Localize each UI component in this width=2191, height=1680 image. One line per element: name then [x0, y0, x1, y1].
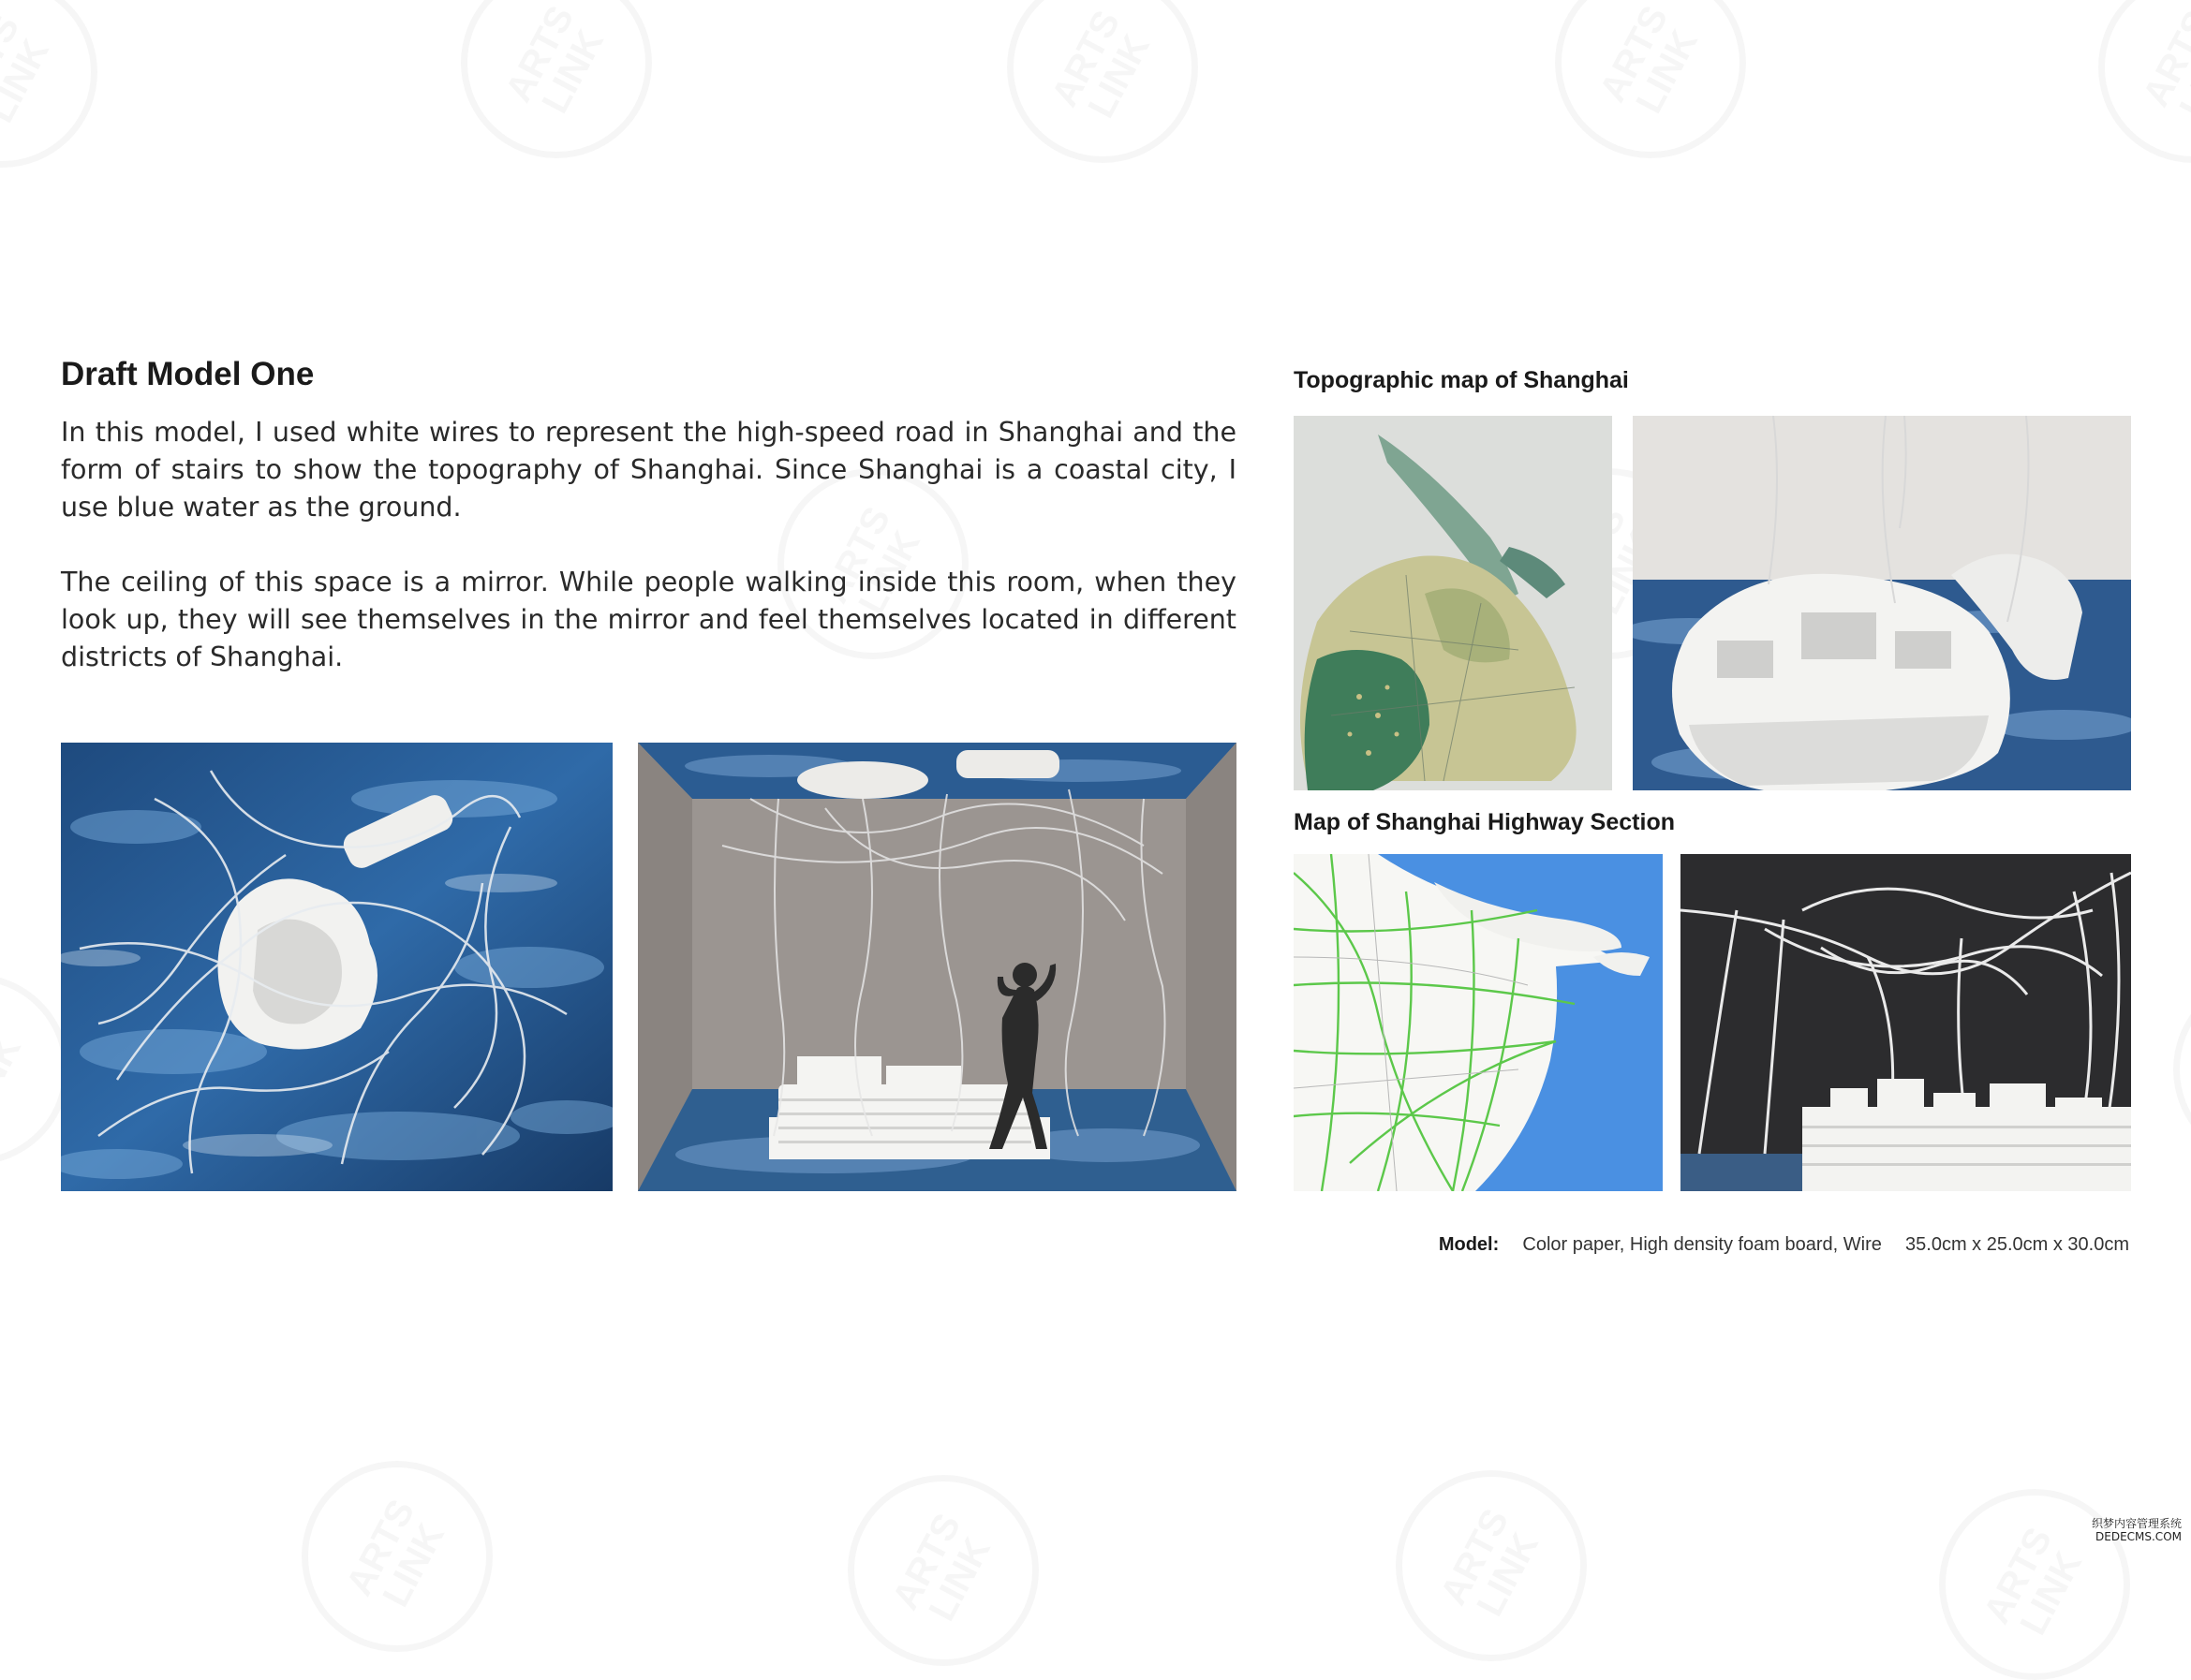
model-top-view-photo [61, 743, 613, 1191]
highway-caption: Map of Shanghai Highway Section [1294, 809, 1675, 835]
highway-map-image [1294, 854, 1663, 1191]
watermark-text [340, 1494, 454, 1619]
room-render-photo [638, 743, 1236, 1191]
corner-stamp-line1: 织梦内容管理系统 [2091, 1517, 2182, 1530]
topographic-caption: Topographic map of Shanghai [1294, 367, 1629, 393]
corner-stamp [2092, 1517, 2182, 1543]
model-spec [1439, 1234, 2129, 1256]
watermark-logo [1555, 0, 1746, 158]
watermark-text [0, 9, 59, 135]
wire-detail-photo [1680, 854, 2131, 1191]
watermark-text [1977, 1522, 2092, 1647]
watermark-text [499, 0, 614, 125]
watermark-text [1045, 5, 1160, 130]
corner-stamp-line2: DEDECMS.COM [2095, 1530, 2182, 1543]
watermark-logo [2173, 974, 2191, 1165]
model-spec-dimensions: 35.0cm x 25.0cm x 30.0cm [1905, 1234, 2129, 1255]
watermark-logo [0, 0, 97, 168]
watermark-logo [2098, 0, 2191, 163]
watermark-logo [0, 974, 69, 1165]
watermark-text [1593, 0, 1708, 125]
model-spec-label: Model: [1438, 1234, 1500, 1255]
watermark-logo [848, 1475, 1039, 1666]
model-spec-materials: Color paper, High density foam board, Wire [1522, 1234, 1882, 1255]
description-paragraph-2: The ceiling of this space is a mirror. While people walking inside this room, when they look up, they will see themselves in the mirror and feel themselves located in different districts of Shanghai. [61, 567, 1236, 672]
watermark-logo [461, 0, 652, 158]
watermark-text [1434, 1503, 1548, 1628]
section-title: Draft Model One [61, 356, 315, 392]
watermark-logo [1396, 1470, 1587, 1661]
description-paragraph-1: In this model, I used white wires to represent the high-speed road in Shanghai and the form of stairs to show the topography of Shanghai. Since Shanghai is a coastal city, I use blue water as the ground. [61, 417, 1236, 523]
watermark-logo [302, 1461, 493, 1652]
watermark-text [0, 1007, 31, 1132]
watermark-text [886, 1508, 1000, 1633]
topographic-map-photo [1294, 416, 1612, 790]
foam-model-photo [1633, 416, 2131, 790]
watermark-logo [1007, 0, 1198, 163]
watermark-text [2137, 5, 2191, 130]
